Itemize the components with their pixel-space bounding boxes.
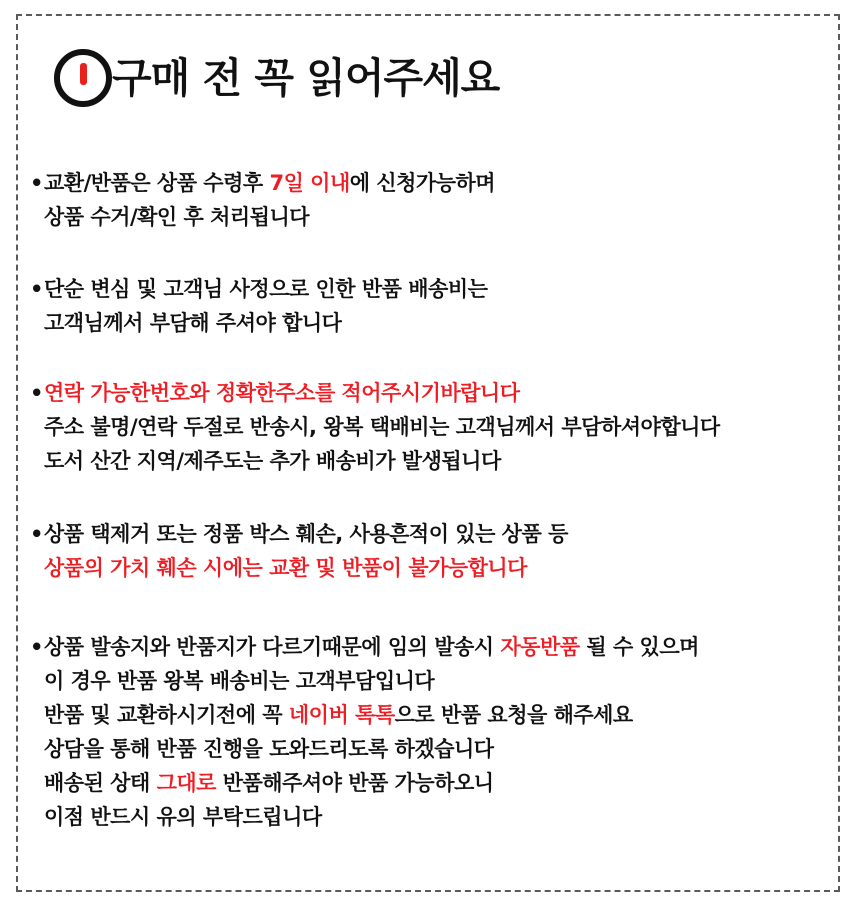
highlight-text: 연락 가능한번호와 정확한주소를 적어주시기바랍니다: [44, 381, 520, 405]
bullet-marker: •: [30, 381, 43, 405]
notice-text: 고객님께서 부담해 주셔야 합니다: [44, 311, 342, 335]
bullet-marker: •: [30, 635, 43, 659]
notice-line: [30, 800, 699, 834]
notice-section-return-procedure: [30, 630, 699, 834]
notice-line: [30, 200, 495, 234]
bullet-marker: •: [30, 277, 43, 301]
notice-line: [30, 551, 568, 585]
notice-section-return-shipping: [30, 272, 487, 340]
notice-line: [30, 732, 699, 766]
bullet-marker: •: [30, 171, 43, 195]
notice-text: 될 수 있으며: [579, 635, 699, 659]
notice-text: 으로 반품 요청을 해주세요: [394, 703, 633, 727]
notice-line: [30, 444, 720, 478]
highlight-text: 7일 이내: [269, 171, 350, 195]
notice-text: 상담을 통해 반품 진행을 도와드리도록 하겠습니다: [44, 737, 494, 761]
highlight-text: 네이버 톡톡: [288, 703, 395, 727]
notice-text: 상품 발송지와 반품지가 다르기때문에 임의 발송시: [44, 635, 501, 659]
notice-text: 에 신청가능하며: [349, 171, 496, 195]
notice-line: [30, 698, 699, 732]
notice-text: 이 경우 반품 왕복 배송비는 고객부담입니다: [44, 669, 435, 693]
notice-section-exchange-period: [30, 166, 495, 234]
notice-text: 이점 반드시 유의 부탁드립니다: [44, 805, 322, 829]
notice-section-damaged-goods: [30, 517, 568, 585]
notice-title: 구매 전 꼭 읽어주세요: [112, 54, 500, 102]
notice-line: [30, 410, 720, 444]
notice-text: 상품 수거/확인 후 처리됩니다: [44, 205, 310, 229]
bullet-marker: •: [30, 522, 43, 546]
notice-text: 배송된 상태: [44, 771, 157, 795]
notice-text: 주소 불명/연락 두절로 반송시, 왕복 택배비는 고객님께서 부담하셔야합니다: [44, 415, 720, 439]
notice-line: [30, 272, 487, 306]
highlight-text: 그대로: [156, 771, 216, 795]
notice-text: 단순 변심 및 고객님 사정으로 인한 반품 배송비는: [44, 277, 488, 301]
notice-line: [30, 166, 495, 200]
notice-text: 반품해주셔야 반품 가능하오니: [215, 771, 494, 795]
notice-section-contact-address: [30, 376, 720, 478]
notice-line: [30, 376, 720, 410]
notice-line: [30, 306, 487, 340]
notice-line: [30, 630, 699, 664]
highlight-text: 자동반품: [500, 635, 580, 659]
notice-line: [30, 517, 568, 551]
exclamation-circle-icon: [54, 49, 112, 107]
notice-text: 교환/반품은 상품 수령후: [44, 171, 270, 195]
notice-text: 상품 택제거 또는 정품 박스 훼손, 사용흔적이 있는 상품 등: [44, 522, 568, 546]
notice-line: [30, 664, 699, 698]
highlight-text: 상품의 가치 훼손 시에는 교환 및 반품이 불가능합니다: [44, 556, 527, 580]
notice-text: 도서 산간 지역/제주도는 추가 배송비가 발생됩니다: [44, 449, 501, 473]
notice-line: [30, 766, 699, 800]
notice-header: [54, 46, 499, 110]
notice-text: 반품 및 교환하시기전에 꼭: [44, 703, 289, 727]
